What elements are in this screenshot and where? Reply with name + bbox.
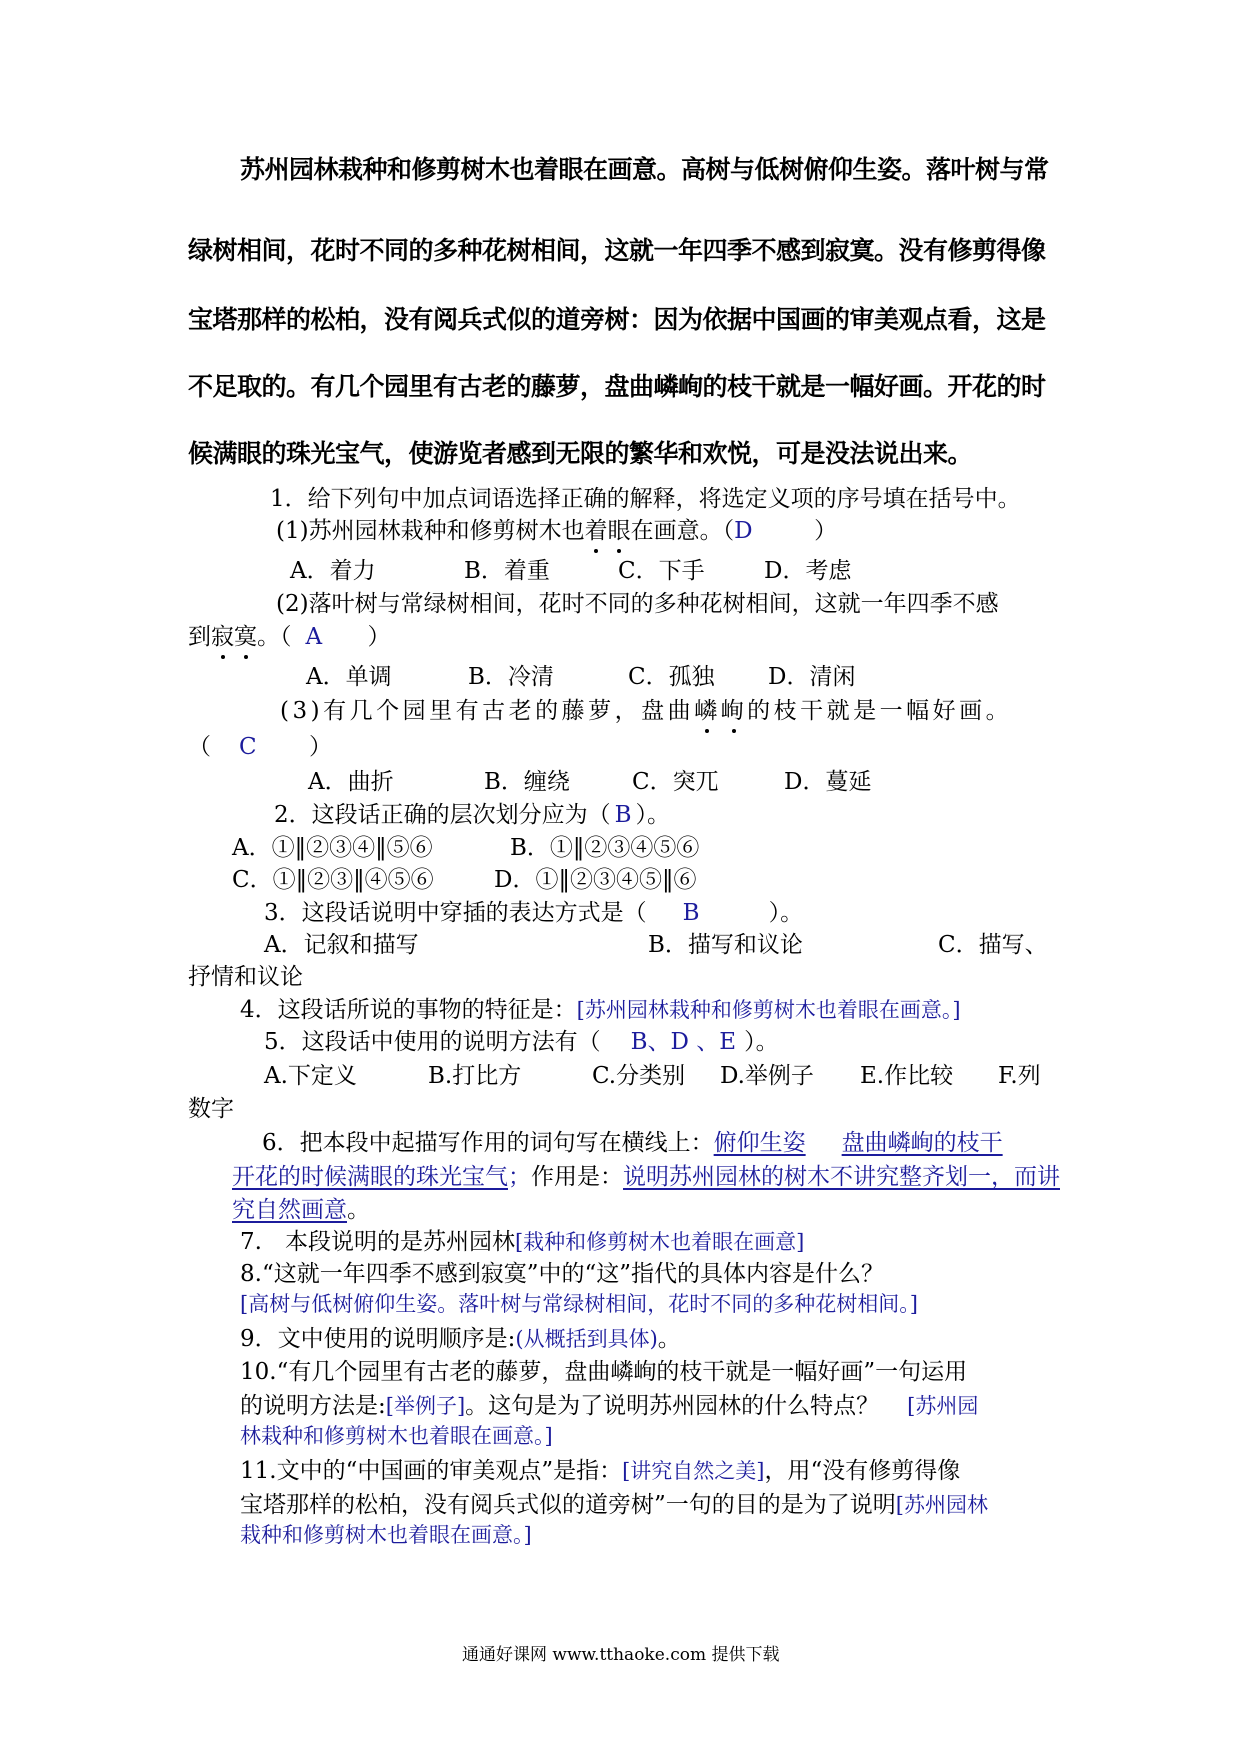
q1-1-option-c: C．下手: [618, 558, 705, 584]
q10-answer-2b: 林栽种和修剪树木也着眼在画意。]: [240, 1424, 553, 1448]
q6-effect-answer-1: 说明苏州园林的树木不讲究整齐划一，而讲: [623, 1164, 1060, 1190]
q1-2-answer: A: [305, 624, 323, 650]
q1-sentence-2-line2: 到寂寞。（ A ）: [188, 618, 391, 651]
passage-line-4: 不足取的。有几个园里有古老的藤萝，盘曲嶙峋的枝干就是一幅好画。开花的时: [188, 372, 1046, 401]
q5-answer: B、D 、E: [630, 1029, 737, 1055]
q7-line: 7. 本段说明的是苏州园林[栽种和修剪树木也着眼在画意]: [240, 1229, 805, 1255]
q1-3-answer-line: （ C ）: [188, 734, 332, 760]
q1-3-options: [308, 763, 871, 796]
q3-options: [264, 926, 1048, 959]
q1-stem: 1．给下列句中加点词语选择正确的解释，将选定义项的序号填在括号中。: [270, 486, 1021, 512]
q1-1-option-d: D．考虑: [764, 558, 852, 584]
q3-option-c-cont: 抒情和议论: [188, 964, 303, 990]
q11-line1: 11.文中的“中国画的审美观点”是指：[讲究自然之美]，用“没有修剪得像: [240, 1458, 961, 1484]
q1-2-option-c: C．孤独: [628, 664, 715, 690]
q5-option-b: B.打比方: [428, 1063, 522, 1089]
q5-option-f-cont: 数字: [188, 1096, 234, 1122]
q6-answer-2: 盘曲嶙峋的枝干: [841, 1130, 1003, 1156]
passage-line-2: 绿树相间，花时不同的多种花树相间，这就一年四季不感到寂寞。没有修剪得像: [188, 236, 1046, 265]
page-footer: 通通好课网 www.tthaoke.com 提供下载: [462, 1645, 780, 1665]
q3-option-c: C．描写、: [938, 932, 1048, 958]
q8-answer: [高树与低树俯仰生姿。落叶树与常绿树相间，花时不同的多种花树相间。]: [240, 1292, 918, 1316]
passage-line-3: 宝塔那样的松柏，没有阅兵式似的道旁树：因为依据中国画的审美观点看，这是: [188, 305, 1046, 334]
q1-3-option-a: A．曲折: [308, 769, 394, 795]
q6-line2: 开花的时候满眼的珠光宝气；作用是：说明苏州园林的树木不讲究整齐划一，而讲: [232, 1164, 1060, 1190]
q8-stem: 8.“这就一年四季不感到寂寞”中的“这”指代的具体内容是什么？: [240, 1261, 884, 1287]
q2-answer: B: [614, 802, 632, 828]
q1-sentence-2-line1: (2)落叶树与常绿树相间，花时不同的多种花树相间，这就一年四季不感: [276, 591, 999, 617]
q10-line2: 的说明方法是:[举例子]。这句是为了说明苏州园林的什么特点？ [苏州园: [240, 1393, 979, 1419]
q1-1-option-a: A．着力: [290, 558, 376, 584]
q1-1-options: [290, 552, 851, 585]
q10-line1: 10.“有几个园里有古老的藤萝，盘曲嶙峋的枝干就是一幅好画”一句运用: [240, 1359, 968, 1385]
q3-option-b: B．描写和议论: [648, 932, 803, 958]
q5-option-f: F.列: [998, 1063, 1041, 1089]
q4-line: 4．这段话所说的事物的特征是：[苏州园林栽种和修剪树木也着眼在画意。]: [240, 997, 961, 1023]
q10-answer-1: [举例子]: [385, 1394, 466, 1418]
q6-line3: 究自然画意。: [232, 1197, 370, 1223]
q4-answer: [苏州园林栽种和修剪树木也着眼在画意。]: [576, 998, 961, 1022]
q1-2-option-b: B．冷清: [468, 664, 554, 690]
q2-option-a: A．①‖②③④‖⑤⑥: [232, 835, 433, 861]
q1-3-option-b: B．缠绕: [484, 769, 570, 795]
q1-sentence-3: (3)有几个园里有古老的藤萝，盘曲嶙峋的枝干就是一幅好画。: [280, 692, 1012, 725]
q1-3-option-c: C．突兀: [632, 769, 719, 795]
q9-line: 9．文中使用的说明顺序是:(从概括到具体)。: [240, 1326, 681, 1352]
q6-answer-1: 俯仰生姿: [713, 1130, 806, 1156]
q5-stem: 5．这段话中使用的说明方法有（ B、D 、E ）。: [264, 1029, 779, 1055]
q5-options: [264, 1057, 1041, 1090]
q11-answer-1: [讲究自然之美]: [622, 1459, 765, 1483]
q7-answer: [栽种和修剪树木也着眼在画意]: [514, 1230, 805, 1254]
q3-option-a: A．记叙和描写: [264, 932, 419, 958]
q1-3-answer: C: [239, 734, 257, 760]
q5-option-c: C.分类别: [592, 1063, 686, 1089]
q6-answer-3: 开花的时候满眼的珠光宝气: [232, 1164, 508, 1190]
q11-answer-2a: [苏州园林: [895, 1493, 988, 1517]
q2-option-b: B．①‖②③④⑤⑥: [510, 835, 700, 861]
q1-2-options: [306, 658, 855, 691]
passage-line-5: 候满眼的珠光宝气，使游览者感到无限的繁华和欢悦，可是没法说出来。: [188, 439, 973, 468]
q11-line2: 宝塔那样的松柏，没有阅兵式似的道旁树”一句的目的是为了说明[苏州园林: [240, 1492, 988, 1518]
q1-3-option-d: D．蔓延: [784, 769, 872, 795]
passage-line-1: 苏州园林栽种和修剪树木也着眼在画意。高树与低树俯仰生姿。落叶树与常: [240, 155, 1049, 184]
q5-option-e: E.作比较: [860, 1063, 954, 1089]
q2-stem: 2．这段话正确的层次划分应为（ B ）。: [274, 802, 671, 828]
q1-1-option-b: B．着重: [464, 558, 550, 584]
q5-option-d: D.举例子: [720, 1063, 814, 1089]
q1-sentence-1: (1)苏州园林栽种和修剪树木也着眼在画意。（D ）: [276, 512, 837, 545]
q3-answer: B: [682, 900, 700, 926]
q3-stem: 3．这段话说明中穿插的表达方式是（ B ）。: [264, 900, 804, 926]
q2-option-c: C．①‖②③‖④⑤⑥: [232, 867, 434, 893]
q2-options-row2: [232, 861, 696, 894]
q11-answer-2b: 栽种和修剪树木也着眼在画意。]: [240, 1523, 532, 1547]
q6-effect-answer-2: 究自然画意: [232, 1197, 347, 1223]
q6-line1: 6．把本段中起描写作用的词句写在横线上：俯仰生姿 盘曲嶙峋的枝干: [262, 1130, 1003, 1156]
q10-answer-2a: [苏州园: [907, 1394, 979, 1418]
q1-1-answer: D: [734, 518, 753, 544]
q2-option-d: D．①‖②③④⑤‖⑥: [494, 867, 697, 893]
q1-2-option-a: A．单调: [306, 664, 392, 690]
q5-option-a: A.下定义: [264, 1063, 357, 1089]
q1-2-option-d: D．清闲: [768, 664, 856, 690]
q2-options-row1: [232, 829, 699, 862]
q9-answer: (从概括到具体): [515, 1327, 658, 1351]
